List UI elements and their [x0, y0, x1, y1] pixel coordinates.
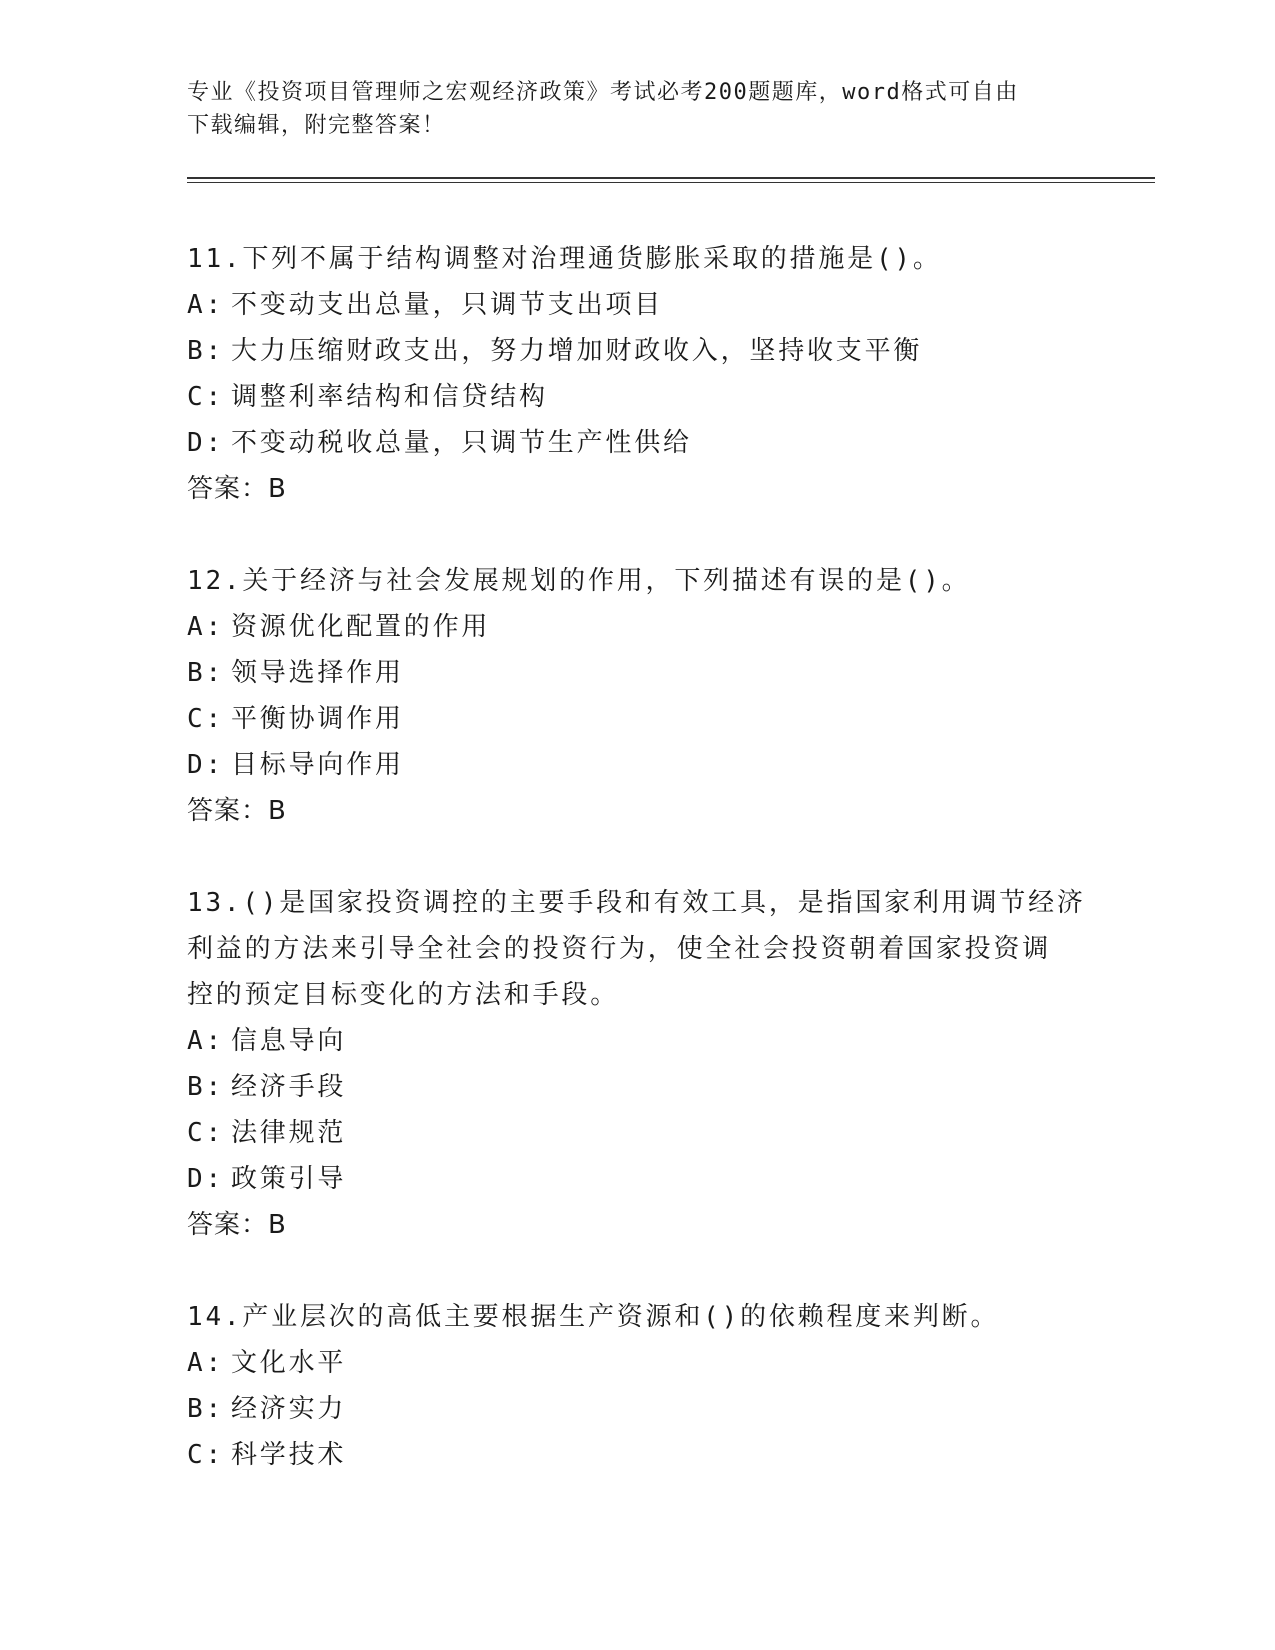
option-letter: D:	[187, 750, 224, 780]
answer-option	[187, 1064, 1087, 1110]
answer-line	[187, 1202, 1087, 1248]
question-stem: 13.()是国家投资调控的主要手段和有效工具，是指国家利用调节经济	[187, 888, 1086, 918]
question-stem: 控的预定目标变化的方法和手段。	[187, 980, 620, 1010]
question-list	[187, 236, 1087, 1524]
option-letter: C:	[187, 1440, 224, 1470]
option-letter: B:	[187, 1394, 224, 1424]
option-text: 目标导向作用	[231, 750, 404, 780]
option-text: 领导选择作用	[231, 658, 404, 688]
answer-option	[187, 1110, 1087, 1156]
question-stem: 14.产业层次的高低主要根据生产资源和()的依赖程度来判断。	[187, 1302, 1000, 1332]
option-text: 科学技术	[231, 1440, 347, 1470]
answer-option	[187, 282, 1087, 328]
option-text: 不变动税收总量，只调节生产性供给	[231, 428, 692, 458]
header-divider-thin	[187, 182, 1155, 183]
answer-option	[187, 604, 1087, 650]
question-block	[187, 880, 1087, 1248]
answer-option	[187, 1340, 1087, 1386]
answer-option	[187, 1386, 1087, 1432]
option-text: 资源优化配置的作用	[231, 612, 491, 642]
answer-line	[187, 788, 1087, 834]
question-block	[187, 558, 1087, 834]
question-block	[187, 236, 1087, 512]
option-letter: C:	[187, 1118, 224, 1148]
option-letter: A:	[187, 1348, 224, 1378]
document-header	[187, 76, 1067, 142]
option-text: 调整利率结构和信贷结构	[231, 382, 548, 412]
question-stem: 12.关于经济与社会发展规划的作用，下列描述有误的是()。	[187, 566, 971, 596]
option-text: 文化水平	[231, 1348, 347, 1378]
option-text: 大力压缩财政支出，努力增加财政收入，坚持收支平衡	[231, 336, 923, 366]
answer-line	[187, 466, 1087, 512]
answer-value: B	[268, 796, 287, 826]
answer-option	[187, 696, 1087, 742]
option-letter: C:	[187, 382, 224, 412]
answer-label: 答案：	[187, 1210, 269, 1240]
answer-value: B	[268, 1210, 287, 1240]
option-text: 经济手段	[231, 1072, 347, 1102]
option-text: 信息导向	[231, 1026, 347, 1056]
option-text: 不变动支出总量，只调节支出项目	[231, 290, 664, 320]
answer-label: 答案：	[187, 474, 269, 504]
option-text: 经济实力	[231, 1394, 347, 1424]
answer-option	[187, 742, 1087, 788]
option-letter: A:	[187, 1026, 224, 1056]
option-letter: B:	[187, 1072, 224, 1102]
answer-option	[187, 1432, 1087, 1478]
option-letter: D:	[187, 428, 224, 458]
option-letter: B:	[187, 658, 224, 688]
answer-option	[187, 374, 1087, 420]
question-stem: 11.下列不属于结构调整对治理通货膨胀采取的措施是()。	[187, 244, 942, 274]
answer-label: 答案：	[187, 796, 269, 826]
answer-option	[187, 1018, 1087, 1064]
option-letter: C:	[187, 704, 224, 734]
option-letter: A:	[187, 290, 224, 320]
header-divider-thick	[187, 177, 1155, 179]
option-letter: B:	[187, 336, 224, 366]
question-block	[187, 1294, 1087, 1478]
answer-option	[187, 420, 1087, 466]
option-letter: D:	[187, 1164, 224, 1194]
header-line-1: 专业《投资项目管理师之宏观经济政策》考试必考200题题库，word格式可自由	[187, 80, 1019, 105]
answer-option	[187, 650, 1087, 696]
option-text: 法律规范	[231, 1118, 347, 1148]
header-line-2: 下载编辑，附完整答案！	[187, 113, 446, 138]
option-text: 平衡协调作用	[231, 704, 404, 734]
option-letter: A:	[187, 612, 224, 642]
answer-option	[187, 328, 1087, 374]
answer-option	[187, 1156, 1087, 1202]
answer-value: B	[268, 474, 287, 504]
question-stem: 利益的方法来引导全社会的投资行为，使全社会投资朝着国家投资调	[187, 934, 1052, 964]
option-text: 政策引导	[231, 1164, 347, 1194]
